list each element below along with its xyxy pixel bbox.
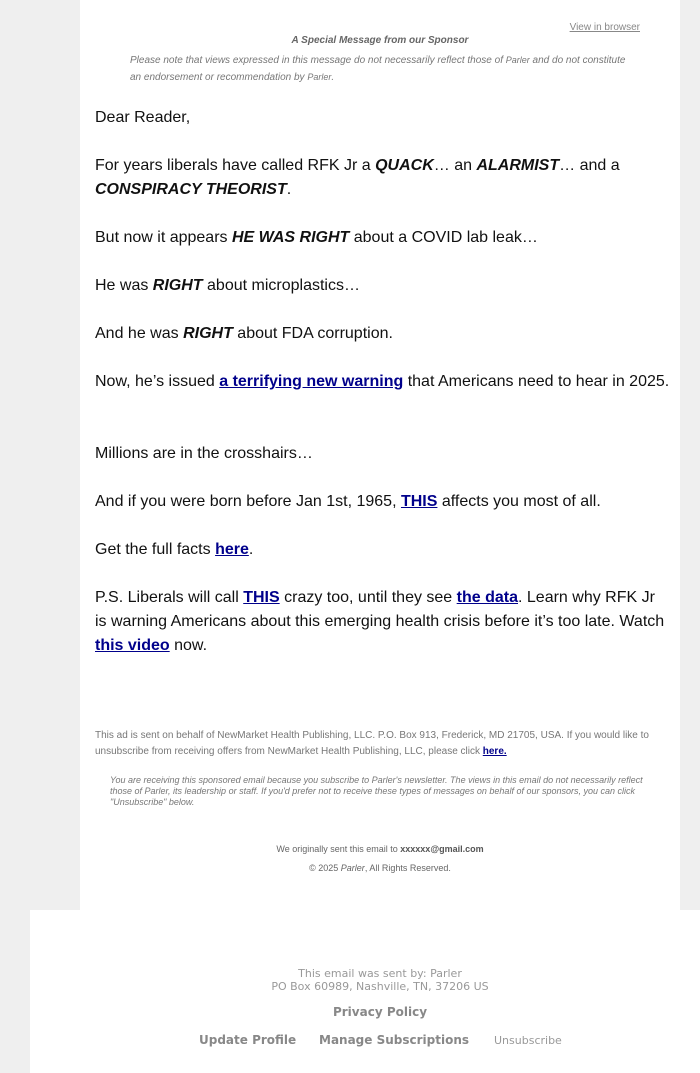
advertiser-unsubscribe-link[interactable]: here. [482,746,507,757]
sent-to-line: We originally sent this email to xxxxxx@gmail.com [276,844,484,854]
paragraph-microplastics: He was RIGHT about microplastics… [95,277,360,294]
privacy-policy-link[interactable]: Privacy Policy [332,1005,428,1019]
email-footer [30,910,700,1073]
footer-address: PO Box 60989, Nashville, TN, 37206 US [271,980,489,993]
unsubscribe-link[interactable]: Unsubscribe [494,1034,562,1047]
this-link[interactable]: THIS [400,493,438,510]
sponsor-title: A Special Message from our Sponsor [291,35,469,46]
greeting: Dear Reader, [95,109,191,126]
paragraph-full-facts: Get the full facts here. [95,541,254,558]
ps-this-link[interactable]: THIS [243,589,280,606]
copyright: © 2025 Parler, All Rights Reserved. [309,863,451,873]
here-link[interactable]: here [215,541,249,558]
view-in-browser-link[interactable]: View in browser [569,22,640,33]
this-video-link[interactable]: this video [95,637,170,654]
paragraph-labels: For years liberals have called RFK Jr a QUACK… an ALARMIST… and a CONSPIRACY THEORIST. [95,157,620,198]
advertiser-legal-notice: This ad is sent on behalf of NewMarket Health Publishing, LLC. P.O. Box 913, Frederick, MD 21705, USA. If you would like to unsubscribe from receiving offers from NewMarket Health Publishing, LLC, please click here. [95,730,649,757]
email-card [80,0,680,910]
footer-sender-info [30,967,700,993]
update-profile-link[interactable]: Update Profile [199,1033,297,1047]
paragraph-lab-leak: But now it appears HE WAS RIGHT about a COVID lab leak… [95,229,538,246]
sponsored-email-notice: You are receiving this sponsored email because you subscribe to Parler's newsletter. The views in this email do not necessarily reflect those of Parler, its leadership or staff. If you'd prefer not to receive these types of messages on behalf of our sponsors, you can click "Unsubscribe" below. [110,775,643,807]
paragraph-born-before: And if you were born before Jan 1st, 1965, THIS affects you most of all. [95,493,601,510]
footer-sent-by: This email was sent by: Parler [298,967,462,980]
sponsor-disclaimer: Please note that views expressed in this message do not necessarily reflect those of Parler and do not constitute an endorsement or recommendation by Parler. [130,55,626,83]
paragraph-fda: And he was RIGHT about FDA corruption. [95,325,393,342]
paragraph-warning: Now, he’s issued a terrifying new warning that Americans need to hear in 2025. [95,373,670,390]
the-data-link[interactable]: the data [456,589,518,606]
recipient-email: xxxxxx@gmail.com [400,844,484,854]
paragraph-crosshairs: Millions are in the crosshairs… [95,445,313,462]
terrifying-warning-link[interactable]: a terrifying new warning [219,373,404,390]
paragraph-ps: P.S. Liberals will call THIS crazy too, until they see the data. Learn why RFK Jr is warning Americans about this emerging health crisis before it’s too late. Watch this video now. [95,589,665,654]
manage-subscriptions-link[interactable]: Manage Subscriptions [319,1033,470,1047]
